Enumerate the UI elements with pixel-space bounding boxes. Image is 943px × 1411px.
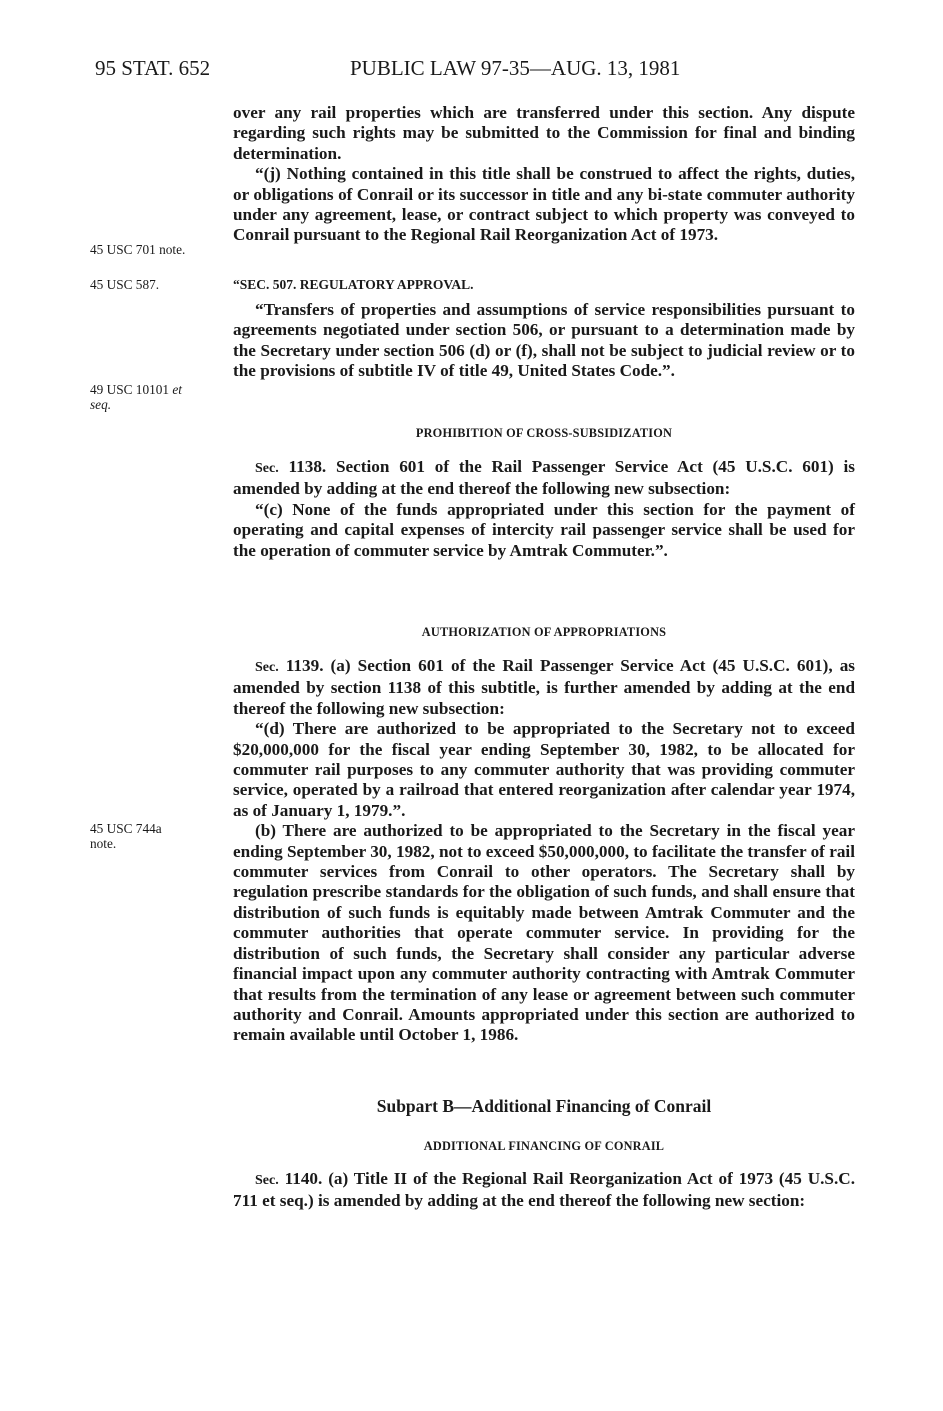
paragraph-6: [233, 656, 855, 719]
heading-authorization: AUTHORIZATION OF APPROPRIATIONS: [421, 625, 667, 639]
paragraph-4: [233, 457, 855, 500]
section-1139-body: [233, 656, 855, 1046]
sec-prefix-1139: Sec.: [255, 660, 279, 675]
page-citation: 95 STAT. 652: [95, 56, 211, 80]
paragraph-7: “(d) There are authorized to be appropriated to the Secretary not to exceed $20,000,000 for the fiscal year ending September 30, 1982, to be allocated for commuter rail purposes to any commuter authority that was providing commuter service, operated by a railroad that entered reorganization after calendar year 1974, as of January 1, 1979.”.: [233, 719, 855, 820]
section-1140-body: [233, 1169, 855, 1212]
paragraph-9: [233, 1169, 855, 1212]
heading-cross-subsidization: PROHIBITION OF CROSS-SUBSIDIZATION: [415, 426, 673, 440]
margin-note-3-seq: seq.: [90, 397, 112, 412]
margin-note-3-main: 49 USC 10101: [90, 382, 170, 397]
sec-prefix-1140: Sec.: [255, 1173, 279, 1188]
sec-prefix-1138: Sec.: [255, 461, 279, 476]
margin-note-3-et: et: [172, 382, 182, 397]
paragraph-6-text: 1139. (a) Section 601 of the Rail Passenger Service Act (45 U.S.C. 601), as amended by section 1138 of this subtitle, is further amended by adding at the end thereof the following new subsection:: [233, 656, 855, 718]
margin-note-4-line2: note.: [90, 836, 117, 851]
margin-note-4: [90, 821, 225, 851]
margin-note-1: 45 USC 701 note.: [90, 242, 186, 257]
section-507-body: [233, 300, 855, 382]
paragraph-9-text: 1140. (a) Title II of the Regional Rail Reorganization Act of 1973 (45 U.S.C. 711 et seq.) is amended by adding at the end thereof the following new section:: [233, 1169, 855, 1211]
paragraph-4-text: 1138. Section 601 of the Rail Passenger Service Act (45 U.S.C. 601) is amended by adding at the end thereof the following new subsection:: [233, 457, 855, 499]
running-head: PUBLIC LAW 97-35—AUG. 13, 1981: [350, 56, 681, 80]
paragraph-3: “Transfers of properties and assumptions of service responsibilities pursuant to agreements negotiated under section 506, or pursuant to a determination made by the Secretary under section 506 (d) or (f), shall not be subject to judicial review or to the provisions of subtitle IV of title 49, United States Code.”.: [233, 300, 855, 381]
section-507-heading: “SEC. 507. REGULATORY APPROVAL.: [233, 277, 474, 292]
margin-note-3: [90, 382, 225, 412]
paragraph-continuation: [233, 103, 855, 246]
paragraph-2: “(j) Nothing contained in this title shall be construed to affect the rights, duties, or obligations of Conrail or its successor in title and any bi-state commuter authority under any agreement, lease, or contract subject to which property was conveyed to Conrail pursuant to the Regional Rail Reorganization Act of 1973.: [233, 164, 855, 245]
section-1138-body: [233, 457, 855, 561]
paragraph-1: over any rail properties which are transferred under this section. Any dispute regarding such rights may be submitted to the Commission for final and binding determination.: [233, 103, 855, 163]
subpart-heading: Subpart B—Additional Financing of Conrail: [376, 1096, 712, 1116]
paragraph-5: “(c) None of the funds appropriated under this section for the payment of operating and capital expenses of intercity rail passenger service shall be used for the operation of commuter service by Amtrak Commuter.”.: [233, 499, 855, 560]
margin-note-4-line1: 45 USC 744a: [90, 821, 162, 836]
heading-additional-financing: ADDITIONAL FINANCING OF CONRAIL: [423, 1139, 665, 1153]
margin-note-2: 45 USC 587.: [90, 277, 160, 292]
paragraph-8: (b) There are authorized to be appropriated to the Secretary in the fiscal year ending September 30, 1982, not to exceed $50,000,000, to facilitate the transfer of rail commuter services from Conrail to other operators. The Secretary shall by regulation prescribe standards for the obligation of such funds, and shall ensure that distribution of such funds is equitably made between Amtrak Commuter and the commuter authorities that operate commuter service. In providing for the distribution of such funds, the Secretary shall consider any particular adverse financial impact upon any commuter authority contracting with Amtrak Commuter that results from the termination of any lease or agreement between such commuter authority and Conrail. Amounts appropriated under this section are authorized to remain available until October 1, 1986.: [233, 821, 855, 1045]
